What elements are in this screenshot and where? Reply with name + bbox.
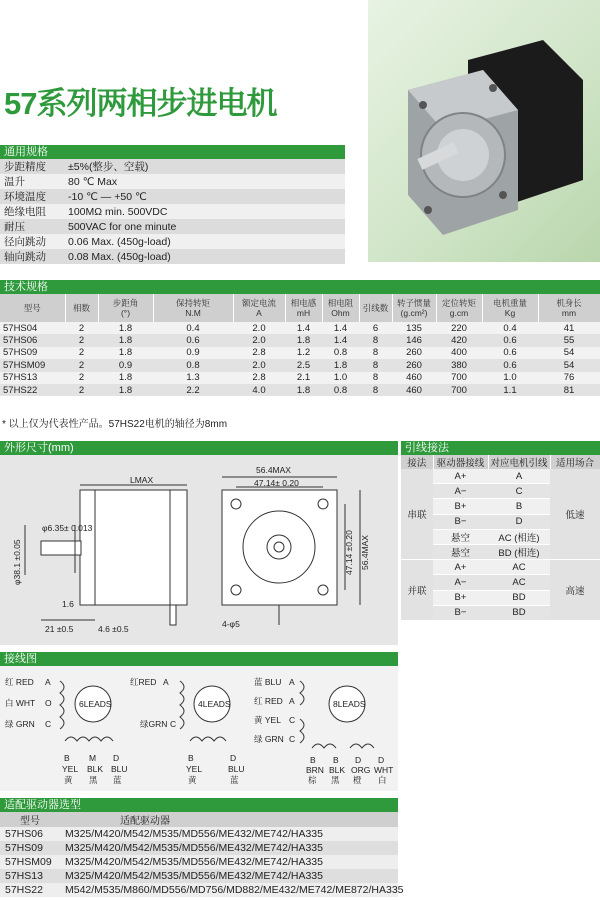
table-row: [0, 827, 398, 841]
svg-text:B: B: [64, 753, 70, 763]
col-header: 型号: [0, 294, 65, 322]
table-row: [0, 322, 600, 334]
svg-text:蓝 BLU: 蓝 BLU: [254, 677, 282, 687]
svg-text:黄 YEL: 黄 YEL: [254, 715, 281, 725]
table-cell: 1.8: [98, 334, 153, 346]
col-header: 引线数: [359, 294, 392, 322]
svg-text:黄: 黄: [64, 775, 73, 785]
table-cell: 8: [359, 347, 392, 359]
svg-text:M: M: [89, 753, 97, 763]
table-cell: 57HS22: [0, 384, 65, 396]
table-cell: M542/M535/M860/MD556/MD756/MD882/ME432/ME742/ME872/HA335: [60, 883, 398, 897]
svg-text:C: C: [170, 719, 177, 729]
table-row: B+ BD: [401, 590, 600, 605]
table-row: [0, 384, 600, 396]
table-cell: 220: [436, 322, 482, 334]
wiring-table: [401, 455, 600, 621]
svg-text:ORG: ORG: [351, 765, 371, 775]
table-row: 耐压 500VAC for one minute: [0, 219, 345, 234]
table-cell: 57HS09: [0, 347, 65, 359]
shaft-diameter-label: φ6.35± 0.013: [42, 523, 93, 533]
svg-text:黑: 黑: [331, 775, 340, 785]
svg-text:棕: 棕: [308, 775, 317, 785]
table-cell: 260: [392, 359, 436, 371]
len-4-6-label: 4.6 ±0.5: [98, 624, 129, 634]
table-row: 轴向跳动 0.08 Max. (450g-load): [0, 249, 345, 264]
table-row: 环境温度 -10 ℃ — +50 ℃: [0, 189, 345, 204]
table-cell: 2: [65, 334, 98, 346]
col-header: 相数: [65, 294, 98, 322]
svg-text:A: A: [163, 677, 169, 687]
svg-text:橙: 橙: [353, 775, 362, 785]
table-cell: 1.3: [153, 372, 233, 384]
svg-text:绿GRN: 绿GRN: [140, 719, 168, 729]
dimension-drawing: [0, 455, 398, 645]
table-cell: 1.0: [482, 372, 538, 384]
table-cell: 8: [359, 359, 392, 371]
tech-spec-table: [0, 294, 600, 396]
svg-text:黑: 黑: [89, 775, 98, 785]
table-cell: 2.2: [153, 384, 233, 396]
svg-text:O: O: [45, 698, 52, 708]
table-cell: 41: [538, 322, 600, 334]
svg-text:4LEADS: 4LEADS: [198, 699, 231, 709]
svg-text:YEL: YEL: [62, 764, 79, 774]
table-cell: 700: [436, 384, 482, 396]
svg-text:D: D: [113, 753, 120, 763]
col-header: 相电感 mH: [285, 294, 322, 322]
table-cell: 54: [538, 347, 600, 359]
table-row: [0, 883, 398, 897]
table-cell: 0.9: [153, 347, 233, 359]
wiring-diagram: [0, 666, 398, 791]
col-header: 保持转矩 N.M: [153, 294, 233, 322]
table-cell: 0.9: [98, 359, 153, 371]
table-cell: 2.5: [285, 359, 322, 371]
table-cell: 57HSM09: [0, 359, 65, 371]
svg-text:B: B: [188, 753, 194, 763]
svg-text:BLK: BLK: [329, 765, 346, 775]
table-cell: 420: [436, 334, 482, 346]
table-cell: 2.0: [233, 322, 285, 334]
table-cell: 0.8: [322, 347, 359, 359]
table-cell: 2.0: [233, 359, 285, 371]
table-cell: 57HS04: [0, 322, 65, 334]
table-row: 绝缘电阻 100MΩ min. 500VDC: [0, 204, 345, 219]
len-1-6-label: 1.6: [62, 599, 74, 609]
table-cell: 0.4: [153, 322, 233, 334]
col-header: 额定电流 A: [233, 294, 285, 322]
table-row: 悬空 AC (相连): [401, 529, 600, 544]
table-cell: 2: [65, 384, 98, 396]
hole-diameter-label: 4-φ5: [222, 619, 240, 629]
svg-text:D: D: [355, 755, 362, 765]
table-cell: M325/M420/M542/M535/MD556/ME432/ME742/HA335: [60, 841, 398, 855]
svg-text:C: C: [289, 734, 296, 744]
table-cell: 2: [65, 372, 98, 384]
table-cell: 0.6: [153, 334, 233, 346]
lmax-label: LMAX: [130, 475, 154, 485]
height-max-label: 56.4MAX: [360, 535, 370, 570]
table-cell: 1.2: [285, 347, 322, 359]
table-cell: 700: [436, 372, 482, 384]
table-cell: 460: [392, 372, 436, 384]
table-cell: 1.1: [482, 384, 538, 396]
motor-photo: [368, 0, 600, 262]
svg-text:蓝: 蓝: [113, 775, 122, 785]
table-row: A− AC: [401, 575, 600, 590]
svg-text:BLU: BLU: [111, 764, 128, 774]
table-cell: 57HS13: [0, 372, 65, 384]
col-header: 步距角 (°): [98, 294, 153, 322]
table-cell: 146: [392, 334, 436, 346]
col-header: 电机重量 Kg: [482, 294, 538, 322]
table-cell: 76: [538, 372, 600, 384]
tech-note: * 以上仅为代表性产品。57HS22电机的轴径为8mm: [2, 419, 228, 430]
table-cell: 0.8: [322, 384, 359, 396]
svg-text:8LEADS: 8LEADS: [333, 699, 366, 709]
table-cell: 8: [359, 384, 392, 396]
table-cell: 460: [392, 384, 436, 396]
svg-text:BLK: BLK: [87, 764, 104, 774]
table-cell: 1.8: [322, 359, 359, 371]
table-cell: 0.6: [482, 334, 538, 346]
col-header: 相电阻 Ohm: [322, 294, 359, 322]
svg-text:YEL: YEL: [186, 764, 203, 774]
svg-text:绿 GRN: 绿 GRN: [254, 734, 284, 744]
table-cell: 57HS22: [0, 883, 60, 897]
table-cell: 8: [359, 334, 392, 346]
table-row: [0, 855, 398, 869]
col-header: 机身长 mm: [538, 294, 600, 322]
table-cell: 0.6: [482, 347, 538, 359]
table-cell: 2: [65, 359, 98, 371]
table-row: [0, 334, 600, 346]
svg-text:黄: 黄: [188, 775, 197, 785]
col-header: 转子惯量 (g.cm²): [392, 294, 436, 322]
driver-selection-header: 适配驱动器选型: [0, 798, 398, 812]
table-cell: 57HS09: [0, 841, 60, 855]
table-cell: 2.8: [233, 372, 285, 384]
table-cell: M325/M420/M542/M535/MD556/ME432/ME742/HA335: [60, 827, 398, 841]
dimensions-header: 外形尺寸(mm): [0, 441, 398, 455]
tech-spec-header: 技术规格: [0, 280, 600, 294]
table-row: B− D: [401, 514, 600, 529]
table-cell: 54: [538, 359, 600, 371]
general-spec-header: 通用规格: [0, 145, 345, 159]
table-row: A− C: [401, 484, 600, 499]
table-cell: 57HS06: [0, 827, 60, 841]
table-cell: 1.8: [98, 322, 153, 334]
table-row: 步距精度 ±5%(整步、空载): [0, 159, 345, 174]
general-spec-table: [0, 159, 345, 264]
table-header-row: 型号 适配驱动器: [0, 812, 398, 827]
svg-text:B: B: [333, 755, 339, 765]
svg-text:红 RED: 红 RED: [5, 677, 34, 687]
svg-text:D: D: [230, 753, 237, 763]
table-cell: 135: [392, 322, 436, 334]
table-cell: 2: [65, 322, 98, 334]
svg-text:WHT: WHT: [374, 765, 394, 775]
svg-text:BRN: BRN: [306, 765, 324, 775]
svg-text:6LEADS: 6LEADS: [79, 699, 112, 709]
table-cell: 1.8: [285, 384, 322, 396]
len-21-label: 21 ±0.5: [45, 624, 74, 634]
table-cell: 57HSM09: [0, 855, 60, 869]
table-cell: 1.8: [98, 347, 153, 359]
table-cell: 57HS06: [0, 334, 65, 346]
table-cell: 2.8: [233, 347, 285, 359]
dimension-drawing-panel: [0, 455, 398, 645]
table-cell: 1.0: [322, 372, 359, 384]
table-cell: 380: [436, 359, 482, 371]
table-cell: 1.8: [98, 384, 153, 396]
hole-spacing-label: 47.14± 0.20: [254, 478, 299, 488]
page-title: 57系列两相步进电机: [4, 86, 277, 121]
svg-text:红RED: 红RED: [130, 677, 157, 687]
table-row: [0, 372, 600, 384]
table-cell: 0.4: [482, 322, 538, 334]
table-cell: 1.8: [285, 334, 322, 346]
table-cell: 57HS13: [0, 869, 60, 883]
table-row: [0, 347, 600, 359]
table-cell: 2.1: [285, 372, 322, 384]
table-row: [0, 359, 600, 371]
table-cell: M325/M420/M542/M535/MD556/ME432/ME742/HA335: [60, 869, 398, 883]
col-header: 定位转矩 g.cm: [436, 294, 482, 322]
table-row: B+ B: [401, 499, 600, 514]
table-row: 温升 80 ℃ Max: [0, 174, 345, 189]
stepper-motor-image: [368, 0, 600, 262]
hole-spacing-vertical-label: 47.14 ±0.20: [344, 530, 354, 575]
svg-text:蓝: 蓝: [230, 775, 239, 785]
table-row: B− BD: [401, 605, 600, 620]
svg-text:A: A: [45, 677, 51, 687]
table-cell: 260: [392, 347, 436, 359]
boss-diameter-label: φ38.1 ±0.05: [12, 539, 22, 585]
table-cell: 1.4: [285, 322, 322, 334]
table-cell: 2.0: [233, 334, 285, 346]
table-row: 并联 A+ AC 高速: [401, 560, 600, 575]
table-cell: 0.8: [153, 359, 233, 371]
svg-text:BLU: BLU: [228, 764, 245, 774]
wiring-header: 引线接法: [401, 441, 600, 455]
svg-text:D: D: [378, 755, 385, 765]
table-cell: 1.8: [98, 372, 153, 384]
svg-text:A: A: [289, 696, 295, 706]
table-cell: 81: [538, 384, 600, 396]
svg-text:C: C: [289, 715, 296, 725]
svg-text:红 RED: 红 RED: [254, 696, 283, 706]
table-cell: 6: [359, 322, 392, 334]
svg-text:白 WHT: 白 WHT: [5, 698, 36, 708]
table-row: [0, 869, 398, 883]
table-cell: 0.6: [482, 359, 538, 371]
table-cell: 8: [359, 372, 392, 384]
table-cell: 4.0: [233, 384, 285, 396]
table-row: 串联 A+ A 低速: [401, 469, 600, 484]
table-cell: M325/M420/M542/M535/MD556/ME432/ME742/HA335: [60, 855, 398, 869]
table-cell: 2: [65, 347, 98, 359]
driver-table: [0, 812, 404, 897]
svg-text:绿 GRN: 绿 GRN: [5, 719, 35, 729]
table-row: 径向跳动 0.06 Max. (450g-load): [0, 234, 345, 249]
svg-text:C: C: [45, 719, 52, 729]
table-header-row: 接法 驱动器接线 对应电机引线 适用场合: [401, 455, 600, 469]
table-cell: 400: [436, 347, 482, 359]
wiring-diagram-header: 接线图: [0, 652, 398, 666]
svg-text:白: 白: [378, 775, 387, 785]
width-max-label: 56.4MAX: [256, 465, 291, 475]
table-cell: 1.4: [322, 322, 359, 334]
table-row: 悬空 BD (相连): [401, 544, 600, 559]
svg-text:B: B: [310, 755, 316, 765]
table-cell: 55: [538, 334, 600, 346]
table-row: [0, 841, 398, 855]
table-header-row: [0, 294, 600, 322]
wiring-diagram-panel: [0, 666, 398, 791]
table-cell: 1.4: [322, 334, 359, 346]
svg-text:A: A: [289, 677, 295, 687]
